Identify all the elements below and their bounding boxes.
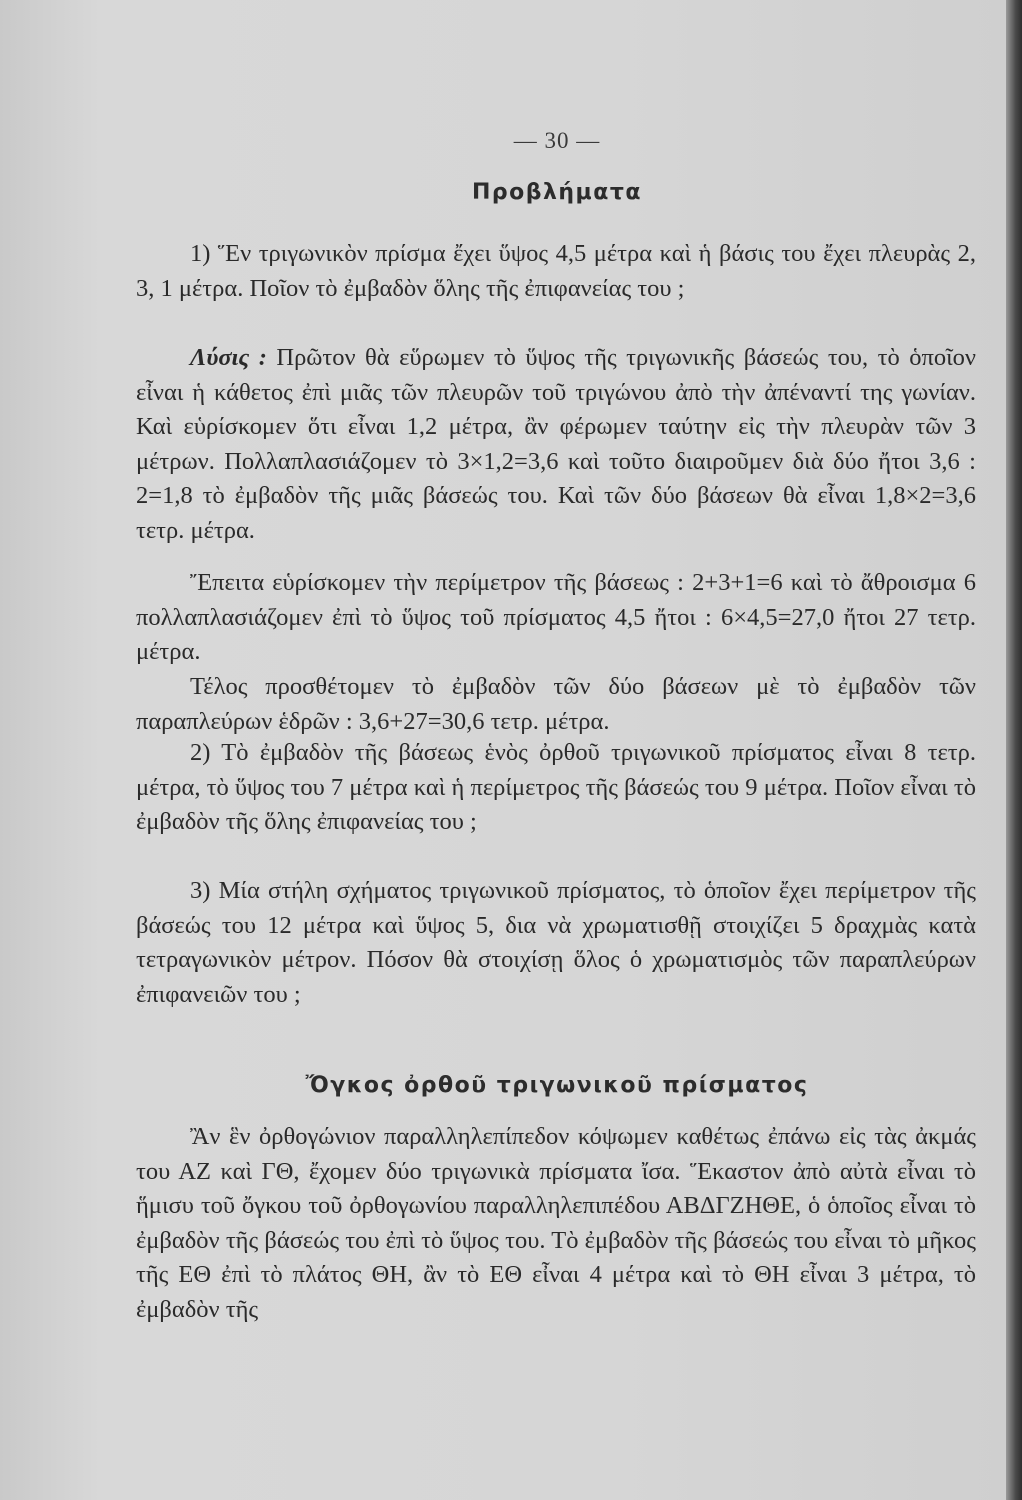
page-number: — 30 — xyxy=(513,128,601,153)
volume-paragraph: Ἂν ἓν ὀρθογώνιον παραλληλεπίπεδον κόψωμεν καθέτως ἐπάνω εἰς τὰς ἀκμάς του ΑΖ καὶ ΓΘ, ἔχομεν δύο τριγωνικὰ πρίσματα ἴσα. Ἕκαστον ἀπὸ αὐτὰ εἶναι τὸ ἥμισυ τοῦ ὄγκου τοῦ ὀρθογωνίου παραλληλεπιπέδου ΑΒΔΓΖΗΘΕ, ὁ ὁποῖος εἶναι τὸ ἐμβαδὸν τῆς βάσεώς του ἐπὶ τὸ ὕψος του. Τὸ ἐμβαδὸν τῆς βάσεώς του εἶναι τὸ μῆκος τῆς ΕΘ ἐπὶ τὸ πλάτος ΘΗ, ἂν τὸ ΕΘ εἶναι 4 μέτρα καὶ τὸ ΘΗ εἶναι 3 μέτρα, τὸ ἐμβαδὸν τῆς xyxy=(136,1123,976,1323)
problem-1: 1) Ἕν τριγωνικὸν πρίσμα ἔχει ὕψος 4,5 μέτρα καὶ ἡ βάσις του ἔχει πλευρὰς 2, 3, 1 μέτρα. Ποῖον τὸ ἐμβαδὸν ὅλης τῆς ἐπιφανείας του ; xyxy=(136,240,976,302)
solution-paragraph xyxy=(136,341,976,548)
problem-3: 3) Μία στήλη σχήματος τριγωνικοῦ πρίσματος, τὸ ὁποῖον ἔχει περίμετρον τῆς βάσεώς του 12 μέτρα καὶ ὕψος 5, δια νὰ χρωματισθῇ στοιχίζει 5 δραχμὰς κατὰ τετραγωνικὸν μέτρον. Πόσον θὰ στοιχίσῃ ὅλος ὁ χρωματισμὸς τῶν παραπλεύρων ἐπιφανειῶν του ; xyxy=(136,877,976,1008)
section-heading-volume: Ὄγκος ὀρθοῦ τριγωνικοῦ πρίσματος xyxy=(305,1073,809,1098)
perimeter-paragraph: Ἔπειτα εὑρίσκομεν τὴν περίμετρον τῆς βάσεως : 2+3+1=6 καὶ τὸ ἄθροισμα 6 πολλαπλασιάζομεν ἐπὶ τὸ ὕψος τοῦ πρίσματος 4,5 ἤτοι : 6×4,5=27,0 ἤτοι 27 τετρ. μέτρα. xyxy=(136,569,976,665)
solution-label: Λύσις : xyxy=(190,344,267,371)
section-heading-problems: Προβλήματα xyxy=(471,180,643,205)
final-paragraph: Τέλος προσθέτομεν τὸ ἐμβαδὸν τῶν δύο βάσεων μὲ τὸ ἐμβαδὸν τῶν παραπλεύρων ἑδρῶν : 3,6+27=30,6 τετρ. μέτρα. xyxy=(136,673,976,735)
problem-2: 2) Τὸ ἐμβαδὸν τῆς βάσεως ἑνὸς ὀρθοῦ τριγωνικοῦ πρίσματος εἶναι 8 τετρ. μέτρα, τὸ ὕψος του 7 μέτρα καὶ ἡ περίμετρος τῆς βάσεώς του 9 μέτρα. Ποῖον εἶναι τὸ ἐμβαδὸν τῆς ὅλης ἐπιφανείας του ; xyxy=(136,739,976,835)
book-edge-shadow xyxy=(1006,0,1022,1500)
solution-text: Πρῶτον θὰ εὕρωμεν τὸ ὕψος τῆς τριγωνικῆς βάσεώς του, τὸ ὁποῖον εἶναι ἡ κάθετος ἐπὶ μιᾶς τῶν πλευρῶν τοῦ τριγώνου ἀπὸ τὴν ἀπέναντί της γωνίαν. Καὶ εὑρίσκομεν ὅτι εἶναι 1,2 μέτρα, ἂν φέρωμεν ταύτην εἰς τὴν πλευρὰν τῶν 3 μέτρων. Πολλαπλασιάζομεν τὸ 3×1,2=3,6 καὶ τοῦτο διαιροῦμεν διὰ δύο ἤτοι 3,6 : 2=1,8 τὸ ἐμβαδὸν τῆς μιᾶς βάσεώς του. Καὶ τῶν δύο βάσεων θὰ εἶναι 1,8×2=3,6 τετρ. μέτρα. xyxy=(136,344,976,544)
